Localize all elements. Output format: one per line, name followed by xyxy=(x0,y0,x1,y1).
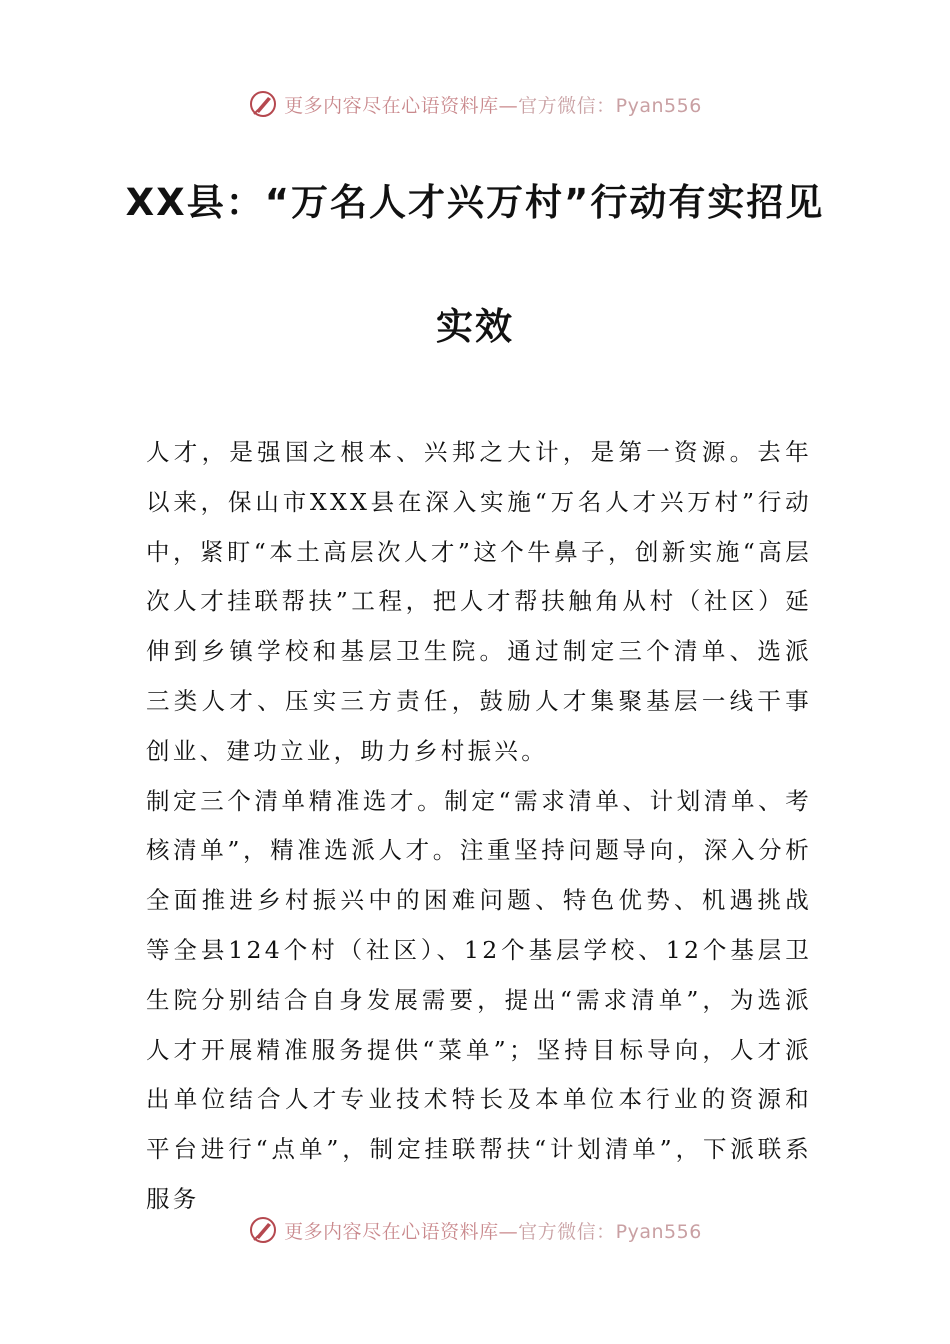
paragraph-intro: 人才，是强国之根本、兴邦之大计，是第一资源。去年以来，保山市XXX县在深入实施“万名人才兴万村”行动中，紧盯“本土高层次人才”这个牛鼻子，创新实施“高层次人才挂联帮扶”工程，把人才帮扶触角从村（社区）延伸到乡镇学校和基层卫生院。通过制定三个清单、选派三类人才、压实三方责任，鼓励人才集聚基层一线干事创业、建功立业，助力乡村振兴。 xyxy=(146,438,812,765)
watermark-right-text: 官方微信：Pyan556 xyxy=(518,1220,702,1243)
quill-pen-logo-icon xyxy=(248,1215,278,1245)
watermark-left-text: 更多内容尽在心语资料库— xyxy=(284,94,519,117)
paragraph-three-lists: 制定三个清单精准选才。制定“需求清单、计划清单、考核清单”，精准选派人才。注重坚持问题导向，深入分析全面推进乡村振兴中的困难问题、特色优势、机遇挑战等全县124个村（社区）、12个基层学校、12个基层卫生院分别结合自身发展需要，提出“需求清单”，为选派人才开展精准服务提供“菜单”；坚持目标导向，人才派出单位结合人才专业技术特长及本单位本行业的资源和平台进行“点单”，制定挂联帮扶“计划清单”，下派联系服务 xyxy=(146,786,812,1213)
document-title-line2: 实效 xyxy=(436,305,514,348)
quill-pen-logo-icon xyxy=(248,89,278,119)
watermark-right-text: 官方微信：Pyan556 xyxy=(518,94,702,117)
header-watermark xyxy=(0,84,950,124)
document-body xyxy=(146,428,812,1225)
footer-watermark xyxy=(0,1210,950,1250)
watermark-left-text: 更多内容尽在心语资料库— xyxy=(284,1220,519,1243)
document-title-line1: XX县：“万名人才兴万村”行动有实招见 xyxy=(125,181,825,224)
